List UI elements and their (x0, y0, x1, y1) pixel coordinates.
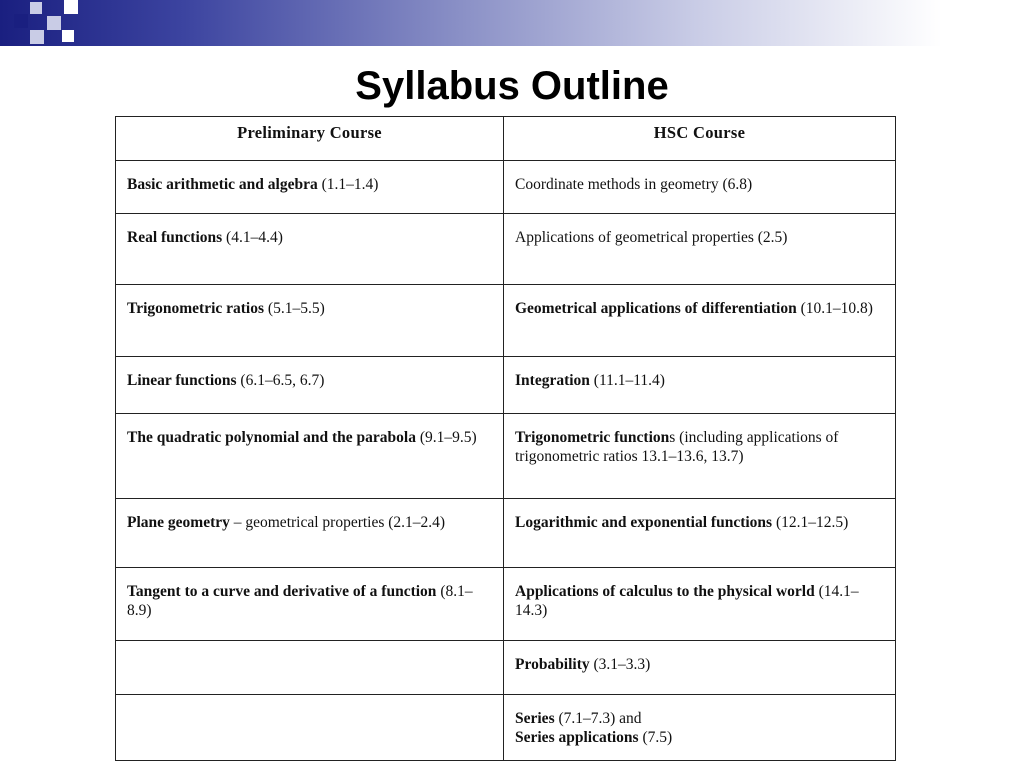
preliminary-cell (116, 357, 504, 414)
topic-name: Geometrical applications of differentiation (515, 300, 797, 317)
topic-ref: (6.1–6.5, 6.7) (236, 372, 325, 389)
topic-ref: (14.1–14.3) (515, 583, 859, 619)
table-row (116, 499, 896, 568)
topic-name: Trigonometric function (515, 429, 670, 446)
topic-ref: (5.1–5.5) (264, 300, 325, 317)
topic-name: Basic arithmetic and algebra (127, 176, 318, 193)
topic-ref: Coordinate methods in geometry (6.8) (515, 176, 753, 193)
topic-ref: Applications of geometrical properties (2.5) (515, 229, 788, 246)
hsc-cell (504, 414, 896, 499)
table-row (116, 414, 896, 499)
hsc-cell (504, 214, 896, 285)
table-row (116, 641, 896, 695)
header-preliminary: Preliminary Course (116, 117, 504, 161)
table-row (116, 357, 896, 414)
topic-name: Plane geometry (127, 514, 230, 531)
topic-name: Linear functions (127, 372, 237, 389)
hsc-cell (504, 641, 896, 695)
syllabus-table (115, 116, 896, 761)
topic-name: The quadratic polynomial and the parabola (127, 429, 416, 446)
table-row (116, 568, 896, 641)
topic-ref: (10.1–10.8) (796, 300, 873, 317)
slide-title: Syllabus Outline (355, 64, 669, 108)
topic-name: Tangent to a curve and derivative of a function (127, 583, 437, 600)
topic-ref: s (including applications of trigonometric ratios 13.1–13.6, 13.7) (515, 429, 839, 465)
hsc-cell (504, 695, 896, 761)
preliminary-cell-empty (116, 641, 504, 695)
topic-ref: (12.1–12.5) (772, 514, 849, 531)
topic-ref: (7.1–7.3) and (554, 710, 642, 727)
topic-ref: – geometrical properties (2.1–2.4) (229, 514, 446, 531)
table-row (116, 285, 896, 357)
hsc-cell (504, 357, 896, 414)
preliminary-cell (116, 214, 504, 285)
topic-name: Probability (515, 656, 590, 673)
preliminary-cell-empty (116, 695, 504, 761)
hsc-cell (504, 568, 896, 641)
topic-ref: (4.1–4.4) (222, 229, 283, 246)
table-row (116, 161, 896, 214)
topic-name: Trigonometric ratios (127, 300, 265, 317)
topic-name: Real functions (127, 229, 223, 246)
preliminary-cell (116, 161, 504, 214)
preliminary-cell (116, 499, 504, 568)
preliminary-cell (116, 285, 504, 357)
hsc-cell (504, 161, 896, 214)
topic-name: Applications of calculus to the physical world (515, 583, 815, 600)
preliminary-cell (116, 568, 504, 641)
topic-ref: (7.5) (638, 729, 673, 746)
topic-ref: (1.1–1.4) (317, 176, 379, 193)
topic-ref: (9.1–9.5) (415, 429, 477, 446)
topic-ref: (3.1–3.3) (589, 656, 651, 673)
header-gradient-band (0, 0, 1024, 46)
table-header-row (116, 117, 896, 161)
topic-name: Series (515, 710, 555, 727)
table-row (116, 214, 896, 285)
header-hsc: HSC Course (504, 117, 896, 161)
hsc-cell (504, 285, 896, 357)
topic-ref: (11.1–11.4) (589, 372, 665, 389)
preliminary-cell (116, 414, 504, 499)
topic-name: Logarithmic and exponential functions (515, 514, 773, 531)
table-row (116, 695, 896, 761)
hsc-cell (504, 499, 896, 568)
topic-name: Integration (515, 372, 590, 389)
topic-name: Series applications (515, 729, 639, 746)
topic-ref: (8.1–8.9) (127, 583, 473, 619)
